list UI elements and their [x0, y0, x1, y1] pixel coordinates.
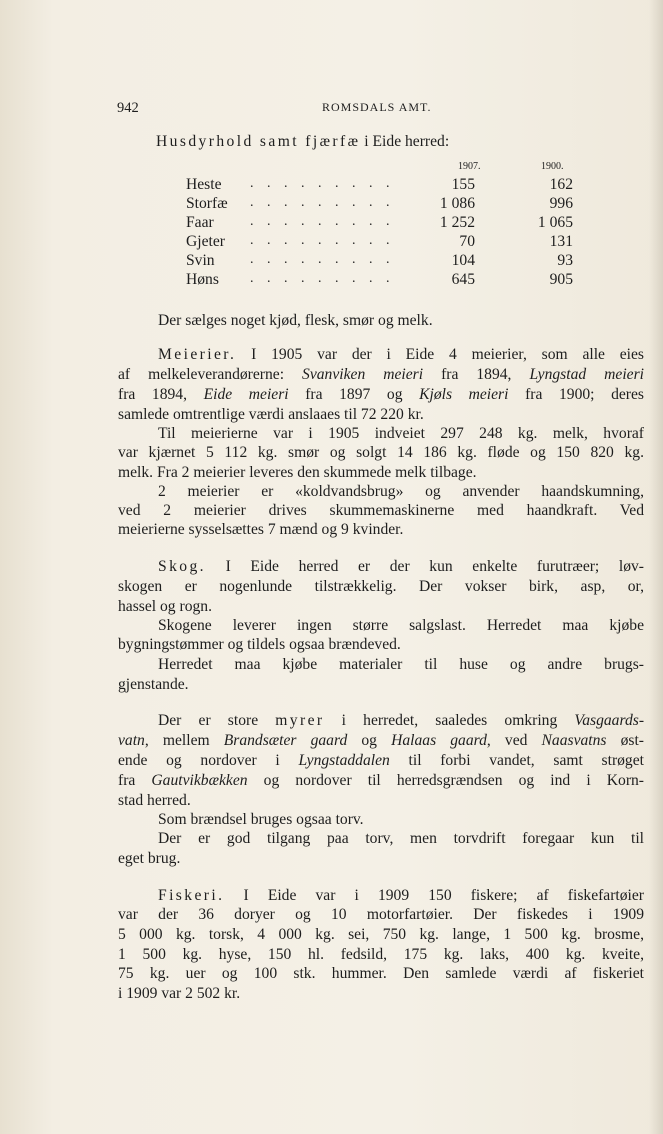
paragraph-line: skogen er nogenlunde tilstrækkelig. Der vokser birk, asp, or,: [118, 578, 644, 595]
paragraph-line: stad herred.: [118, 792, 191, 809]
paragraph-line: ved 2 meierier drives skummemaskinerne med haandkraft. Ved: [118, 502, 644, 519]
paragraph-line: Fiskeri. I Eide var i 1909 150 fiskere; af fiskefartøier: [158, 887, 644, 904]
paragraph-line: Meierier. I 1905 var der i Eide 4 meierier, som alle eies: [158, 346, 644, 363]
table-title: Husdyrhold samt fjærfæ i Eide herred:: [156, 133, 450, 150]
paragraph-line: meierierne sysselsættes 7 mænd og 9 kvinder.: [118, 521, 404, 538]
paragraph-line: hassel og rogn.: [118, 598, 212, 615]
paragraph-line: var der 36 doryer og 10 motorfartøier. Der fiskedes i 1909: [118, 906, 644, 923]
page-edge-shadow: [649, 0, 663, 1134]
table-row: Høns . . . . . . . . . 645 905: [186, 271, 573, 288]
paragraph-line: Der er god tilgang paa torv, men torvdrift foregaar kun til: [158, 830, 644, 847]
table-row: Heste . . . . . . . . . 155 162: [186, 176, 573, 193]
paragraph-line: Skogene leverer ingen større salgslast. Herredet maa kjøbe: [158, 617, 644, 634]
running-title: ROMSDALS AMT.: [322, 100, 432, 114]
table-row: Storfæ . . . . . . . . . 1 086 996: [186, 195, 573, 212]
paragraph-line: samlede omtrentlige værdi anslaaes til 72 220 kr.: [118, 406, 424, 423]
table-row: Gjeter . . . . . . . . . 70 131: [186, 233, 573, 250]
paragraph-line: fra Gautvikbækken og nordover til herredsgrændsen og ind i Korn-: [118, 772, 644, 789]
paragraph-line: Herredet maa kjøbe materialer til huse og andre brugs-: [158, 656, 644, 673]
year-1900-header: 1900.: [541, 161, 564, 172]
paragraph-line: gjenstande.: [118, 676, 189, 693]
running-head: [117, 100, 645, 120]
page-number: 942: [117, 100, 139, 116]
paragraph-line: 5 000 kg. torsk, 4 000 kg. sei, 750 kg. lange, 1 500 kg. brosme,: [118, 926, 644, 943]
table-row: Faar . . . . . . . . . 1 252 1 065: [186, 214, 573, 231]
paragraph-line: 2 meierier er «koldvandsbrug» og anvender haandskumning,: [158, 483, 644, 500]
paragraph-line: Der er store myrer i herredet, saaledes omkring Vasgaards-: [158, 712, 645, 729]
paragraph-line: bygningstømmer og tildels ogsaa brændeved.: [118, 636, 401, 653]
paragraph-line: i 1909 var 2 502 kr.: [118, 985, 241, 1002]
paragraph-line: eget brug.: [118, 850, 181, 867]
paragraph-line: ende og nordover i Lyngstaddalen til forbi vandet, samt strøget: [118, 752, 644, 769]
paragraph-line: Til meierierne var i 1905 indveiet 297 248 kg. melk, hvoraf: [158, 425, 644, 442]
paragraph-line: melk. Fra 2 meierier leveres den skummede melk tilbage.: [118, 464, 477, 481]
table-row: Svin . . . . . . . . . 104 93: [186, 252, 573, 269]
paragraph-line: Der sælges noget kjød, flesk, smør og melk.: [158, 312, 433, 329]
paragraph-line: 75 kg. uer og 100 stk. hummer. Den samlede værdi af fiskeriet: [118, 965, 644, 982]
paragraph-line: Som brændsel bruges ogsaa torv.: [158, 811, 364, 828]
year-1907-header: 1907.: [458, 161, 481, 172]
paragraph-line: vatn, mellem Brandsæter gaard og Halaas gaard, ved Naasvatns øst-: [118, 732, 644, 749]
paragraph-line: fra 1894, Eide meieri fra 1897 og Kjøls meieri fra 1900; deres: [118, 386, 644, 403]
paragraph-line: var kjærnet 5 112 kg. smør og solgt 14 186 kg. fløde og 150 820 kg.: [118, 444, 644, 461]
paragraph-line: 1 500 kg. hyse, 150 hl. fedsild, 175 kg. laks, 400 kg. kveite,: [118, 946, 644, 963]
paragraph-line: Skog. I Eide herred er der kun enkelte furutræer; løv-: [158, 558, 644, 575]
paragraph-line: af melkeleverandørerne: Svanviken meieri fra 1894, Lyngstad meieri: [118, 366, 644, 383]
